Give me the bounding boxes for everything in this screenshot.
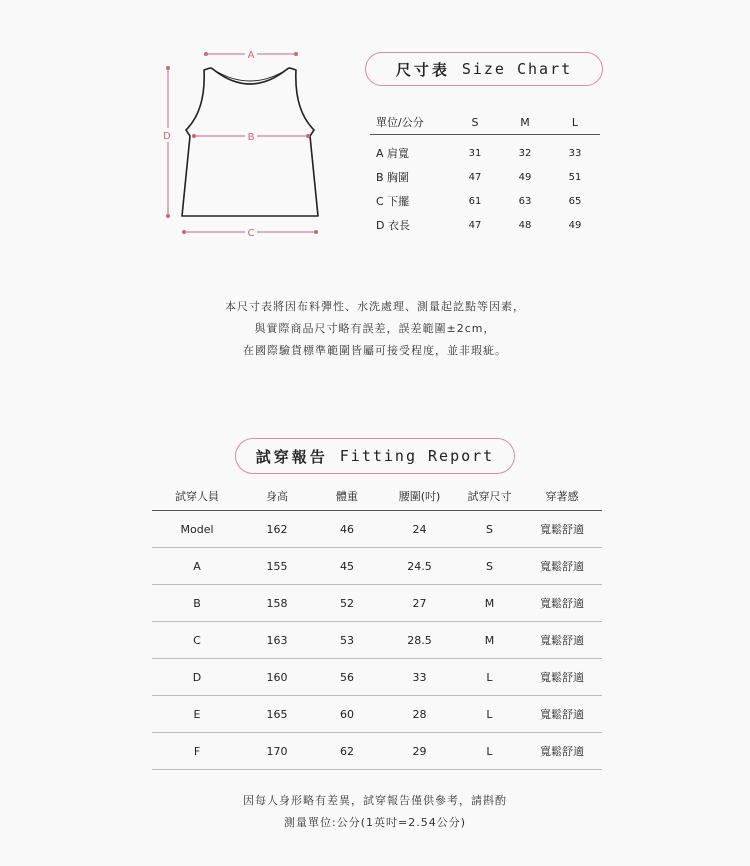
size-cell: 61 [468,195,482,207]
fit-header-person: 試穿人員 [175,490,219,503]
fitting-title-zh: 試穿報告 [255,447,328,466]
dim-label-c: C [247,228,255,239]
fit-cell-weight: 45 [340,559,354,573]
size-row-label: C 下擺 [376,195,410,208]
fit-cell-feel: 寬鬆舒適 [540,634,584,647]
size-row [370,141,600,165]
fit-cell-weight: 60 [340,707,354,721]
fitting-table-header [152,482,602,511]
fit-cell-height: 158 [266,596,288,610]
size-cell: 48 [518,219,532,231]
fit-header-weight: 體重 [336,490,358,503]
size-row [370,213,600,237]
garment-armhole-right [296,70,314,130]
size-row-label: D 衣長 [376,219,410,232]
fit-cell-weight: 62 [340,744,354,758]
dim-label-d: D [163,131,171,142]
tank-top-diagram [150,40,350,250]
garment-neckline [214,70,286,81]
size-cell: 51 [568,171,582,183]
size-table [370,110,600,237]
fit-cell-height: 162 [266,522,288,536]
size-row-label: A 肩寬 [376,147,410,160]
fit-cell-person: B [193,596,201,610]
fit-header-height: 身高 [266,490,288,503]
size-cell: 63 [518,195,532,207]
fitting-row [152,733,602,770]
fitting-title-en: Fitting Report [339,447,495,465]
size-row [370,165,600,189]
fitting-row [152,585,602,622]
fit-header-waist: 腰圍(吋) [398,490,441,503]
fit-cell-person: Model [180,522,214,536]
fit-cell-feel: 寬鬆舒適 [540,671,584,684]
disclaimer-line-3: 在國際驗貨標準範圍皆屬可接受程度，並非瑕疵。 [243,344,507,357]
size-cell: 49 [518,171,532,183]
fitting-row [152,622,602,659]
disclaimer-line-2: 與實際商品尺寸略有誤差，誤差範圍±2cm， [254,322,496,335]
fit-cell-height: 160 [266,670,288,684]
fit-cell-feel: 寬鬆舒適 [540,560,584,573]
fit-cell-person: D [192,670,202,684]
size-header-s: S [471,115,479,129]
footer-line-2: 測量單位:公分(1英吋=2.54公分) [284,816,466,829]
fit-cell-waist: 24.5 [407,559,432,573]
fit-cell-height: 170 [266,744,288,758]
fit-cell-weight: 53 [340,633,354,647]
size-cell: 33 [568,147,582,159]
fit-header-feel: 穿著感 [545,490,579,503]
fit-cell-feel: 寬鬆舒適 [540,745,584,758]
fitting-report-title [235,438,515,474]
fit-cell-feel: 寬鬆舒適 [540,597,584,610]
size-cell: 49 [568,219,582,231]
fitting-rows [152,511,602,770]
footer-line-1: 因每人身形略有差異，試穿報告僅供參考，請斟酌 [243,794,507,807]
fit-cell-weight: 52 [340,596,354,610]
fit-cell-waist: 33 [412,670,427,684]
size-cell: 47 [468,171,482,183]
fit-cell-waist: 27 [412,596,427,610]
disclaimer-line-1: 本尺寸表將因布料彈性、水洗處理、測量起訖點等因素， [225,300,525,313]
fit-cell-person: A [193,559,201,573]
fit-cell-waist: 28 [412,707,427,721]
fit-cell-size: L [486,744,493,758]
size-chart-title-zh: 尺寸表 [395,60,450,79]
fit-cell-weight: 56 [340,670,354,684]
fit-cell-waist: 29 [412,744,427,758]
size-header-m: M [520,115,530,129]
size-header-l: L [571,115,579,129]
fit-cell-size: S [486,522,493,536]
fit-cell-feel: 寬鬆舒適 [540,708,584,721]
fit-cell-size: L [486,670,493,684]
size-cell: 31 [468,147,482,159]
fit-cell-person: C [193,633,201,647]
size-cell: 32 [518,147,532,159]
garment-armhole-left [186,70,204,130]
fit-cell-size: L [486,707,493,721]
fit-cell-weight: 46 [340,522,354,536]
fit-cell-size: M [484,596,495,610]
fitting-row [152,511,602,548]
dim-label-b: B [247,132,255,143]
size-chart-title [365,52,603,86]
fitting-row [152,696,602,733]
fit-cell-person: E [193,707,201,721]
fit-cell-person: F [193,744,201,758]
size-row [370,189,600,213]
dim-label-a: A [247,50,255,61]
size-cell: 47 [468,219,482,231]
fit-cell-height: 165 [266,707,288,721]
fit-cell-feel: 寬鬆舒適 [540,523,584,536]
fit-cell-waist: 28.5 [407,633,432,647]
size-chart-title-en: Size Chart [461,60,573,78]
fitting-row [152,548,602,585]
fitting-table [152,482,602,770]
fit-cell-size: S [486,559,493,573]
fit-cell-height: 163 [266,633,288,647]
size-cell: 65 [568,195,582,207]
fit-cell-waist: 24 [412,522,427,536]
size-table-header [370,110,600,135]
size-row-label: B 胸圍 [376,171,410,184]
fit-cell-size: M [484,633,495,647]
size-header-unit: 單位/公分 [376,116,424,129]
fitting-row [152,659,602,696]
fit-header-size: 試穿尺寸 [467,490,512,503]
fit-cell-height: 155 [266,559,288,573]
